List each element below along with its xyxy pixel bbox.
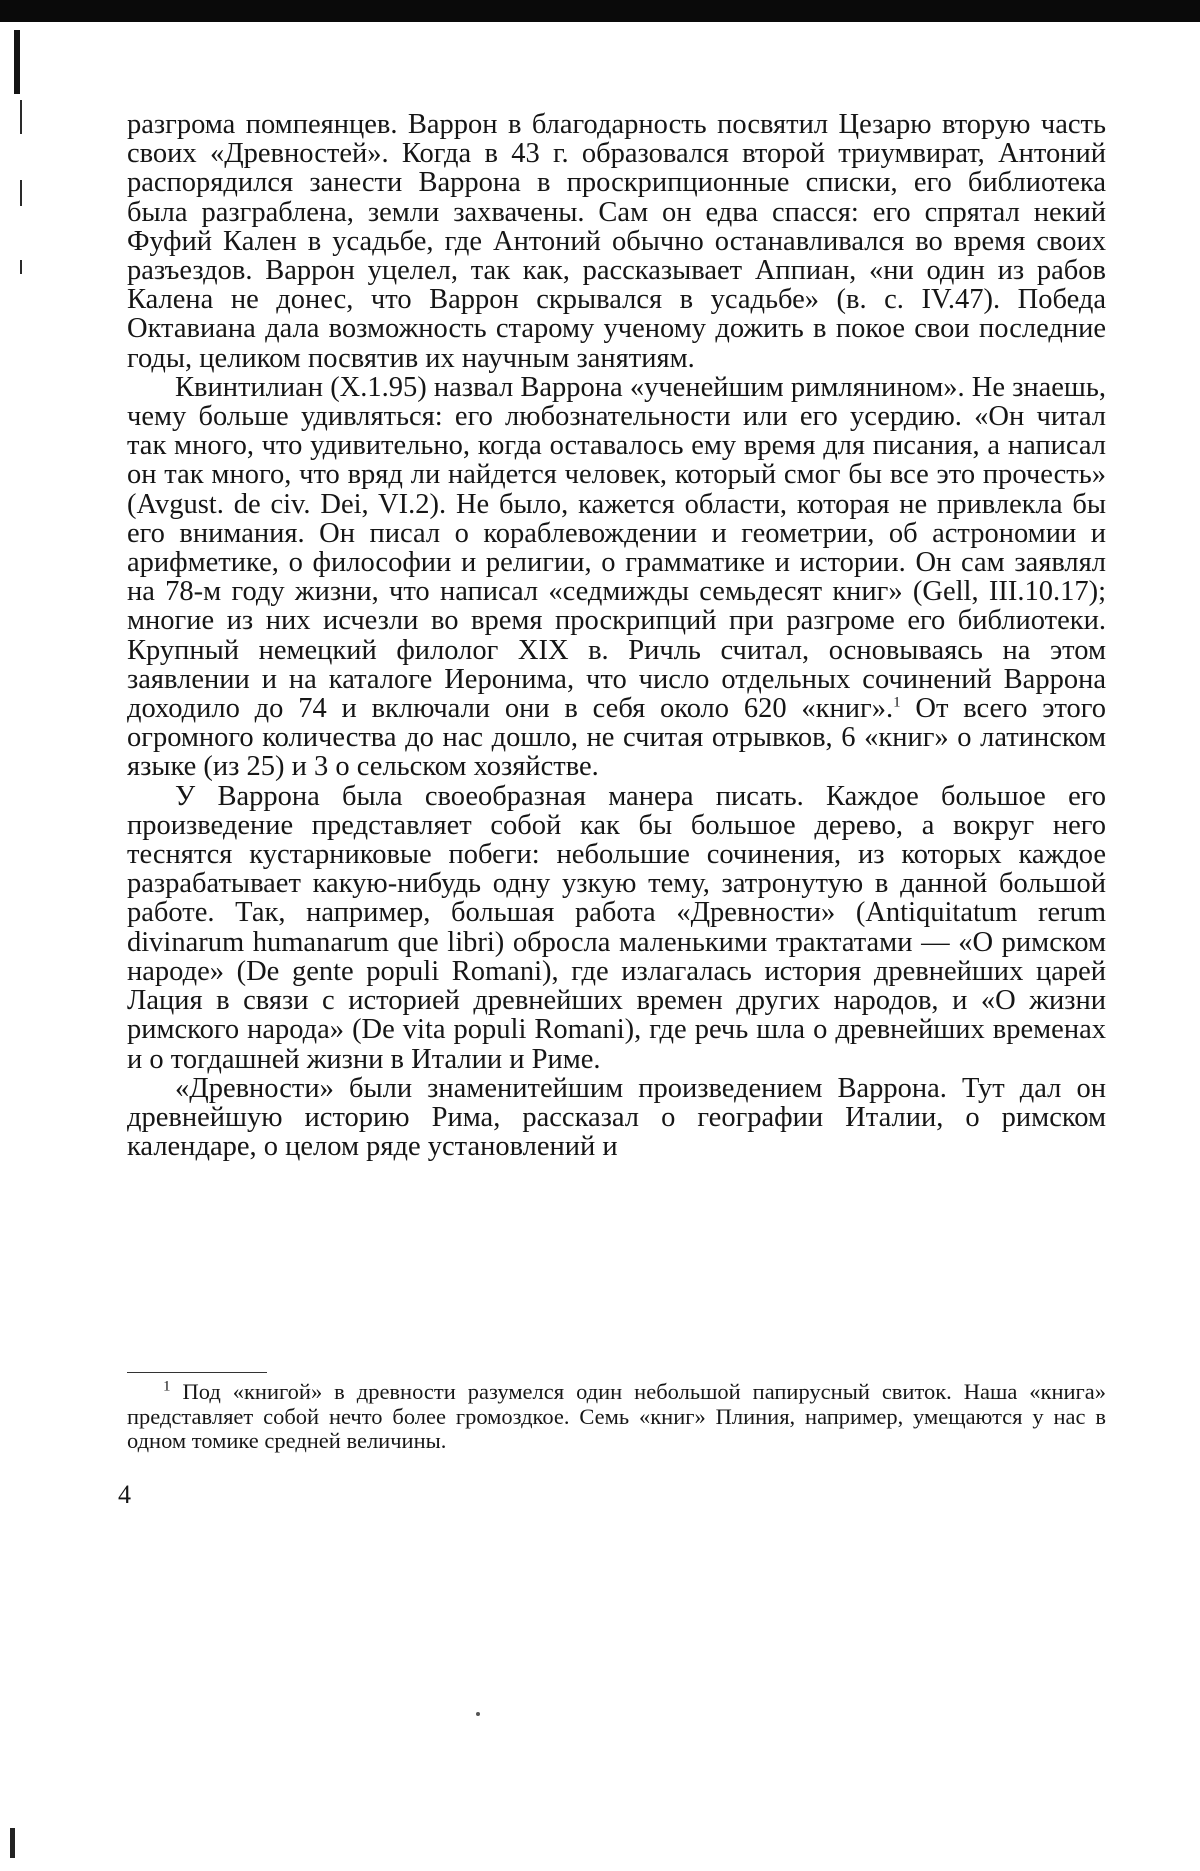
paragraph-2-text: Квинтилиан (X.1.95) назвал Варрона «ученейшим римлянином». Не знаешь, чему больше удивляться: его любознательности или его усердию. «Он читал так много, что удивительно, когда оставалось ему время для писания, а написал он так много, что вряд ли найдется человек, который смог бы все это прочесть» (Avgust. de civ. Dei, VI.2). Не было, кажется области, которая не привлекла бы его внимания. Он писал о кораблевождении и геометрии, об астрономии и арифметике, о философии и религии, о грамматике и истории. Он сам заявлял на 78-м году жизни, что написал «седмижды семьдесят книг» (Gell, III.10.17); многие из них исчезли во время проскрипций при разгроме его библиотеки. Крупный немецкий филолог XIX в. Ричль считал, основываясь на этом заявлении и на каталоге Иеронима, что число отдельных сочинений Варрона доходило до 74 и включали они в себя около 620 «книг». — [127, 371, 1106, 725]
footnote-reference: 1 — [893, 694, 901, 711]
paragraph-2 — [127, 373, 1106, 782]
footnote-text: Под «книгой» в древности разумелся один небольшой папирусный свиток. Наша «книга» представляет собой нечто более громоздкое. Семь «книг» Плиния, например, умещаются у нас в одном томике средней величины. — [127, 1379, 1107, 1453]
paragraph-4: «Древности» были знаменитейшим произведением Варрона. Тут дал он древнейшую историю Рима, рассказал о географии Италии, о римском календаре, о целом ряде установлений и — [127, 1072, 1106, 1163]
paragraph-1: разгрома помпеянцев. Варрон в благодарность посвятил Цезарю вторую часть своих «Древностей». Когда в 43 г. образовался второй триумвират, Антоний распорядился занести Варрона в проскрипционные списки, его библиотека была разграблена, земли захвачены. Сам он едва спасся: его спрятал некий Фуфий Кален в усадьбе, где Антоний обычно останавливался во время своих разъездов. Варрон уцелел, так как, рассказывает Аппиан, «ни один из рабов Калена не донес, что Варрон скрывался в усадьбе» (в. с. IV.47). Победа Октавиана дала возможность старому ученому дожить в покое свои последние годы, целиком посвятив их научным занятиям. — [127, 109, 1106, 374]
left-scan-border — [14, 30, 20, 94]
paragraph-2-continuation: От всего этого огромного количества до нас дошло, не считая отрывков, 6 «книг» о латинском языке (из 25) и 3 о сельском хозяйстве. — [127, 693, 1107, 783]
left-margin-mark — [20, 180, 22, 206]
footnote — [127, 1380, 1106, 1454]
left-margin-mark — [20, 100, 22, 134]
footnote-separator — [127, 1372, 267, 1373]
scan-speck — [476, 1712, 480, 1716]
bottom-scan-border — [10, 1828, 15, 1858]
left-margin-mark — [20, 260, 22, 274]
paragraph-3: У Варрона была своеобразная манера писать. Каждое большое его произведение представляет собой как бы большое дерево, а вокруг него теснятся кустарниковые побеги: небольшие сочинения, из которых каждое разрабатывает какую-нибудь одну узкую тему, затронутую в данной большой работе. Так, например, большая работа «Древности» (Antiquitatum rerum divinarum humanarum que libri) обросла маленькими трактатами — «О римском народе» (De gente populi Romani), где излагалась история древнейших царей Лация в связи с историей древнейших времен других народов, и «О жизни римского народа» (De vita populi Romani), где речь шла о древнейших временах и о тогдашней жизни в Италии и Риме. — [127, 780, 1106, 1075]
text-column — [127, 110, 1106, 1161]
top-scan-border — [0, 0, 1200, 22]
page-number: 4 — [118, 1480, 131, 1509]
footnote-marker: 1 — [163, 1378, 171, 1395]
